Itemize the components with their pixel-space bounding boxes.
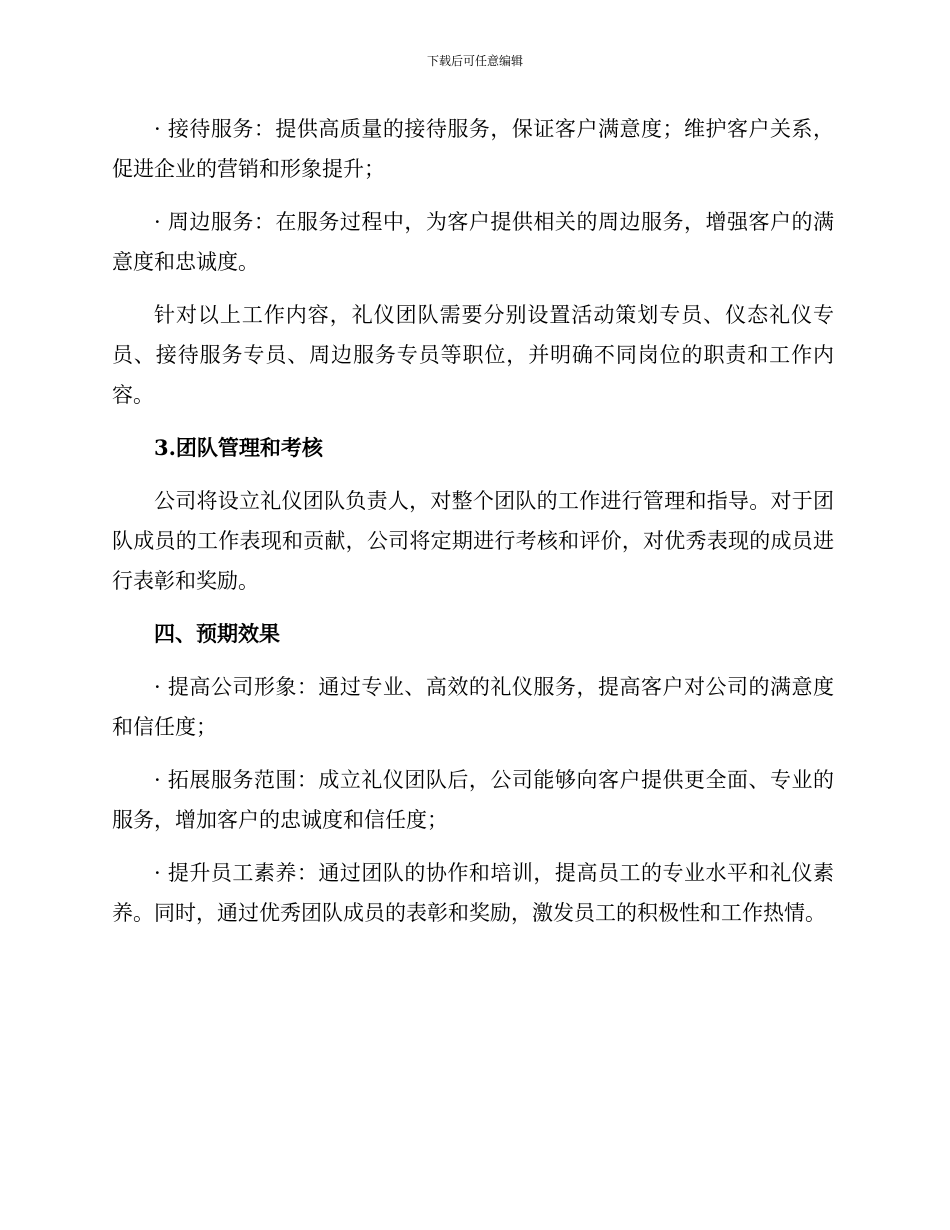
bullet-employee-quality: · 提升员工素养：通过团队的协作和培训，提高员工的专业水平和礼仪素养。同时，通过优秀团队成员的表彰和奖励，激发员工的积极性和工作热情。	[112, 861, 834, 925]
bullet-peripheral-service: · 周边服务：在服务过程中，为客户提供相关的周边服务，增强客户的满意度和忠诚度。	[112, 210, 834, 274]
bullet-reception-service: · 接待服务：提供高质量的接待服务，保证客户满意度；维护客户关系，促进企业的营销和形象提升；	[112, 117, 834, 181]
page-header: 下载后可任意编辑	[426, 54, 523, 68]
document-body	[112, 109, 834, 946]
bullet-company-image: · 提高公司形象：通过专业、高效的礼仪服务，提高客户对公司的满意度和信任度；	[112, 675, 834, 739]
section-heading-team-management: 3.团队管理和考核	[154, 435, 323, 460]
section-heading-expected-effects: 四、预期效果	[154, 621, 280, 646]
paragraph-positions: 针对以上工作内容，礼仪团队需要分别设置活动策划专员、仪态礼仪专员、接待服务专员、周边服务专员等职位，并明确不同岗位的职责和工作内容。	[112, 303, 834, 407]
paragraph-team-management: 公司将设立礼仪团队负责人，对整个团队的工作进行管理和指导。对于团队成员的工作表现和贡献，公司将定期进行考核和评价，对优秀表现的成员进行表彰和奖励。	[112, 489, 834, 593]
bullet-service-scope: · 拓展服务范围：成立礼仪团队后，公司能够向客户提供更全面、专业的服务，增加客户的忠诚度和信任度；	[112, 768, 834, 832]
